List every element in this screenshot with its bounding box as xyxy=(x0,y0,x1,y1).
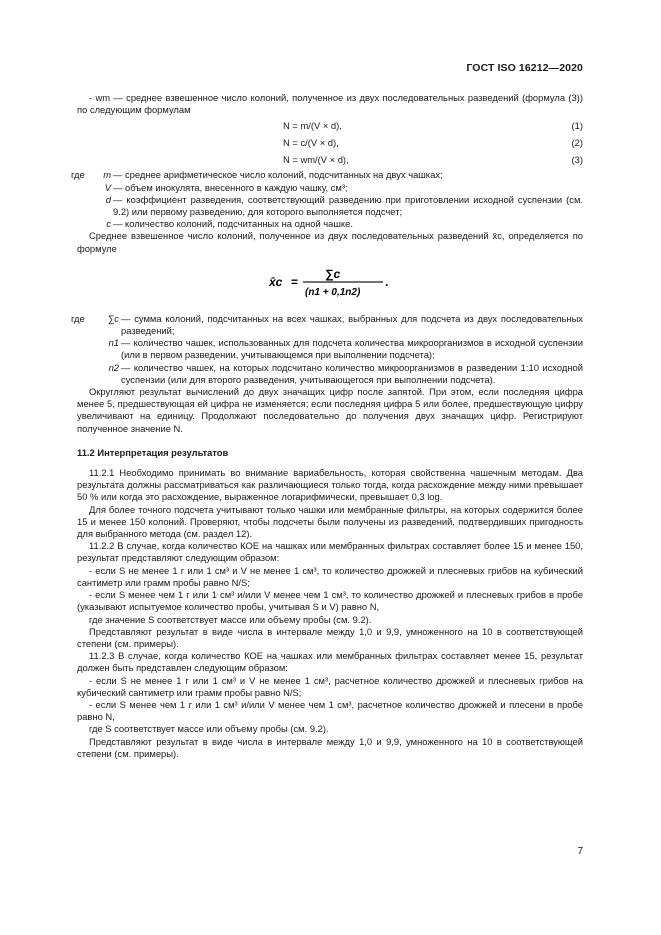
definitions-list-2 xyxy=(71,313,583,386)
def-lead: где xyxy=(71,169,85,181)
def-lead xyxy=(71,218,99,230)
svg-text:.: . xyxy=(385,274,389,289)
weighted-mean-intro: Среднее взвешенное число колоний, полученное из двух последовательных разведений x̄c, определяется по формуле xyxy=(77,230,583,254)
def-lead: где xyxy=(71,312,85,324)
def-symbol: m xyxy=(103,169,111,181)
paragraph-11-2-2-a: - если S не менее 1 г или 1 см³ и V не менее 1 см³, то количество дрожжей и плесневых грибов на кубический сантиметр или грамм пробы равно N/S; xyxy=(77,564,583,588)
def-symbol: ∑c xyxy=(107,312,119,324)
paragraph-11-2-2-b: - если S менее чем 1 г или 1 см³ и/или V менее чем 1 см³, то количество дрожжей и плесневых грибов в пробе (указывают испытуемое количество пробы, учитывая S и V) равно N, xyxy=(77,589,583,613)
def-text: — коэффициент разведения, соответствующий разведению при приготовлении исходной суспензии (см. 9.2) или первому разведению, для которого выполняется подсчет; xyxy=(113,193,584,218)
paragraph-11-2-3-representation: Представляют результат в виде числа в интервале между 1,0 и 9,9, умноженного на 10 в соответствующей степени (см. примеры). xyxy=(77,735,583,759)
page-body xyxy=(71,92,584,760)
paragraph-11-2-2-representation: Представляют результат в виде числа в интервале между 1,0 и 9,9, умноженного на 10 в соответствующей степени (см. примеры). xyxy=(77,625,583,649)
formula-expression: N = c/(V × d), xyxy=(283,137,339,149)
formula-graphic xyxy=(265,265,395,299)
section-heading: 11.2 Интерпретация результатов xyxy=(77,446,229,458)
svg-text:=: = xyxy=(291,274,299,289)
def-text: — объем инокулята, внесенного в каждую чашку, см³; xyxy=(113,181,348,193)
rounding-paragraph: Округляют результат вычислений до двух значащих цифр после запятой. При этом, если последняя цифра менее 5, предшествующая ей цифра не изменяется; если последняя цифра 5 или более, предшествующую цифру увеличивают на единицу. Продолжают последовательно до получения двух значащих цифр. Регистрируют полученное значение N. xyxy=(77,386,583,434)
formula-expression: N = m/(V × d), xyxy=(283,120,342,132)
def-text: — количество колоний, подсчитанных на одной чашке. xyxy=(113,218,353,230)
weighted-mean-formula xyxy=(77,265,583,299)
def-text: — среднее арифметическое число колоний, подсчитанных на двух чашках; xyxy=(113,169,443,181)
formula-denominator: (n1 + 0,1n2) xyxy=(305,286,361,298)
paragraph-11-2-2-where: где значение S соответствует массе или объему пробы (см. 9.2). xyxy=(89,613,372,625)
formula-numerator: ∑c xyxy=(325,266,341,281)
def-lead xyxy=(71,337,107,361)
definitions-list-1 xyxy=(71,169,583,230)
def-symbol: n1 xyxy=(108,337,119,349)
document-header: ГОСТ ISO 16212—2020 xyxy=(466,62,583,74)
paragraph-11-2-3-b: - если S менее чем 1 г или 1 см³ и/или V менее чем 1 см³, расчетное количество дрожжей и плесени в пробе равно N, xyxy=(77,698,583,723)
def-lead xyxy=(71,362,107,386)
def-symbol: V xyxy=(104,181,111,193)
paragraph-precise-count: Для более точного подсчета учитывают только чашки или мембранные фильтры, на которых содержится более 15 и менее 150 колоний. Проверяют, чтобы подсчеты были получены из разведений, подтвердивших пригодность для выбранного метода (см. раздел 12). xyxy=(77,503,583,540)
def-text: — количество чашек, на которых подсчитано количество микроорганизмов в разведении 1:10 исходной суспензии (или для второго разведения, учитывающегося при выполнении подсчета). xyxy=(121,361,583,385)
def-symbol: n2 xyxy=(108,361,119,373)
def-symbol: d xyxy=(105,193,111,205)
formula-lhs: x̄c xyxy=(269,274,283,289)
formula-number: (1) xyxy=(571,120,583,132)
paragraph-11-2-3: 11.2.3 В случае, когда количество КОЕ на чашках или мембранных фильтрах составляет менее 15, результат должен быть представлен следующим образом: xyxy=(77,650,583,674)
def-lead xyxy=(71,194,99,218)
def-lead xyxy=(71,182,99,194)
formula-expression: N = wm/(V × d), xyxy=(283,154,349,166)
def-text: — количество чашек, использованных для подсчета количества микроорганизмов в исходной суспензии (или в первом разведении, учитывающемся при выполнении подсчета); xyxy=(121,337,583,361)
formula-2 xyxy=(77,137,583,150)
paragraph-11-2-1: 11.2.1 Необходимо принимать во внимание вариабельность, которая свойственна чашечным методам. Два результата должны рассматриваться как различающиеся только тогда, когда расхождение между ними превышает 50 % или когда это расхождение, выраженное логарифмически, превышает 0,3 log. xyxy=(77,467,583,503)
formula-number: (2) xyxy=(571,137,583,149)
paragraph-11-2-2: 11.2.2 В случае, когда количество КОЕ на чашках или мембранных фильтрах составляет более 15 и менее 150, результат представляют следующим образом: xyxy=(77,540,583,564)
formula-number: (3) xyxy=(571,154,583,166)
formula-1 xyxy=(77,120,583,133)
wm-definition: - wm — среднее взвешенное число колоний, полученное из двух последовательных разведений (формула (3)) по следующим формулам xyxy=(77,92,583,116)
paragraph-11-2-3-where: где S соответствует массе или объему пробы (см. 9.2). xyxy=(89,723,329,735)
def-text: — сумма колоний, подсчитанных на всех чашках, выбранных для подсчета из двух последовательных разведений; xyxy=(121,312,583,337)
def-symbol: c xyxy=(106,218,111,230)
page-number: 7 xyxy=(577,846,583,857)
formula-3 xyxy=(77,154,583,167)
paragraph-11-2-3-a: - если S не менее 1 г или 1 см³ и V не менее 1 см³, расчетное количество дрожжей и плесневых грибов на кубический сантиметр или грамм пробы равно N/S; xyxy=(77,674,583,698)
